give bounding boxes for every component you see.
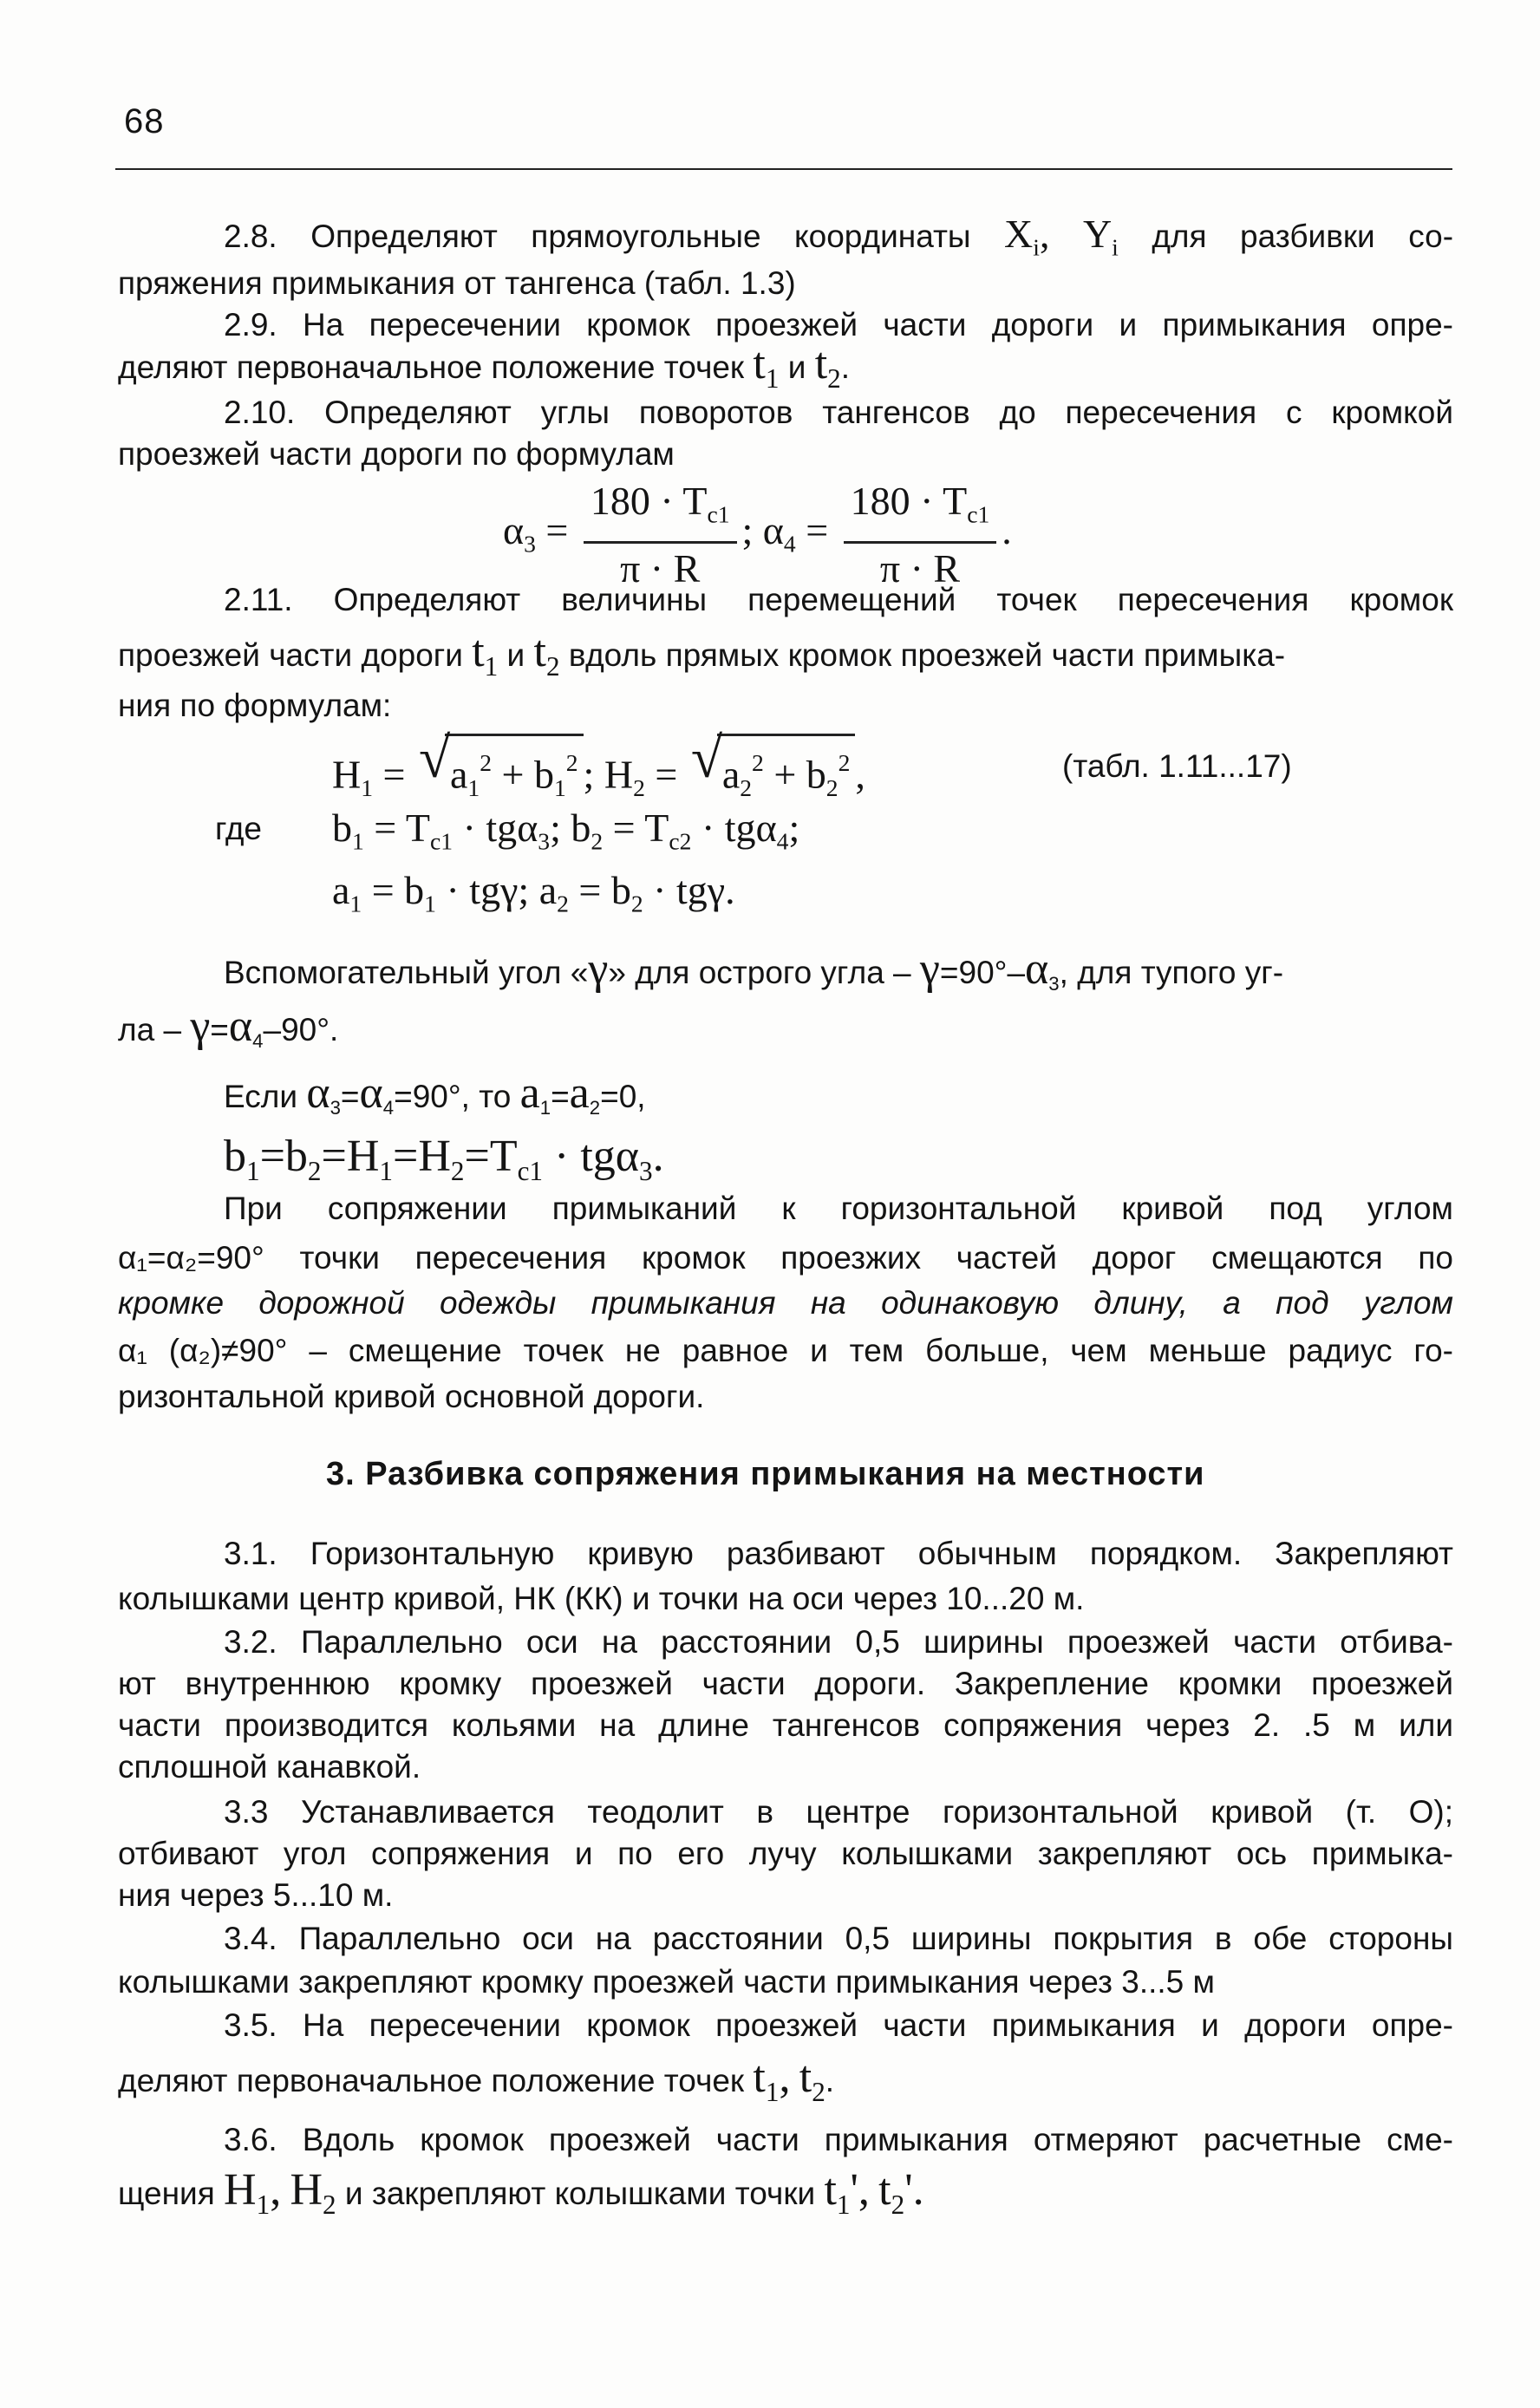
p31-line1: 3.1. Горизонтальную кривую разбивают обычным порядком. Закрепляют <box>224 1536 1453 1571</box>
p36-line2: щения $H_1$, $H_2$ и закрепляют колышками точки $t_1'$, $t_2'$. <box>118 2165 924 2220</box>
sqrt-h1: √ $a_1^2 + b_1^2$ <box>419 734 584 813</box>
p31-line2: колышками центр кривой, НК (КК) и точки на оси через 10...20 м. <box>118 1581 1085 1616</box>
alpha3-fraction: $\frac{180 \cdot T_{c1}}{\pi \cdot R}$ <box>584 475 737 594</box>
x-coordinate-symbol: $X_i$, <box>1004 212 1050 261</box>
p35-line2: деляют первоначальное положение точек $t_1$, $t_2$. <box>118 2052 835 2107</box>
p32-line3: части производится кольями на длине тангенсов сопряжения через 2. .5 м или <box>118 1707 1453 1743</box>
p32-line1: 3.2. Параллельно оси на расстоянии 0,5 ширины проезжей части отбива- <box>224 1624 1453 1660</box>
alpha-formula: $\alpha_3$ = $\frac{180 \cdot T_{c1}}{\pi \cdot R}$ ; $\alpha_4$ = $\frac{180 \cdot T_{c1}}{\pi \cdot R}$ . <box>503 475 1012 594</box>
where-label: где <box>215 811 263 846</box>
p34-line1: 3.4. Параллельно оси на расстоянии 0,5 ширины покрытия в обе стороны <box>224 1921 1453 1956</box>
p29-line1: 2.9. На пересечении кромок проезжей части дороги и примыкания опре- <box>224 307 1453 343</box>
p33-line2: отбивают угол сопряжения и по его лучу колышками закрепляют ось примыка- <box>118 1836 1453 1871</box>
header-rule <box>115 168 1452 170</box>
aux-line1: Вспомогательный угол «γ» для острого угла – $\gamma=90^\circ-\alpha_3$, для тупого уг- <box>224 944 1284 995</box>
junction-line1: При сопряжении примыканий к горизонтальной кривой под углом <box>224 1191 1453 1226</box>
p36-line1: 3.6. Вдоль кромок проезжей части примыкания отмеряют расчетные сме- <box>224 2122 1453 2157</box>
junction-line5: ризонтальной кривой основной дороги. <box>118 1379 705 1414</box>
h-formula: $H_1$ = √ $a_1^2 + b_1^2$ ; $H_2$ = √ $a_2^2 + b_2^2$ , <box>332 734 865 817</box>
section-3-heading: 3. Разбивка сопряжения примыкания на местности <box>326 1456 1205 1492</box>
sqrt-h2: √ $a_2^2 + b_2^2$ <box>691 734 856 813</box>
p211-line2: проезжей части дороги $t_1$ и $t_2$ вдоль прямых кромок проезжей части примыка- <box>118 627 1286 682</box>
p32-line2: ют внутреннюю кромку проезжей части дороги. Закрепление кромки проезжей <box>118 1666 1453 1701</box>
equality-line: $b_1=b_2=H_1=H_2=T_{c1} \cdot tg\alpha_3$. <box>224 1132 664 1186</box>
p35-line1: 3.5. На пересечении кромок проезжей части примыкания и дороги опре- <box>224 2007 1453 2043</box>
p28-line1 <box>224 213 1453 269</box>
a-formula: $a_1 = b_1 \cdot tg\gamma$; $a_2 = b_2 \cdot tg\gamma$. <box>332 868 735 917</box>
junction-line2: α₁=α₂=90° точки пересечения кромок проезжих частей дорог смещаются по <box>118 1240 1454 1276</box>
y-coordinate-symbol: $Y_i$ <box>1082 212 1119 261</box>
b-formula: $b_1 = T_{c1} \cdot tg\alpha_3$; $b_2 = T_{c2} \cdot tg\alpha_4$; <box>332 806 800 855</box>
p210-line2: проезжей части дороги по формулам <box>118 436 675 472</box>
aux-line2: ла – $\gamma=\alpha_4-90^\circ$. <box>118 1002 339 1052</box>
junction-line3: кромке дорожной одежды примыкания на одинаковую длину, а под углом <box>118 1285 1453 1321</box>
p28-text-post: для разбивки со- <box>1152 219 1454 254</box>
p29-line2: деляют первоначальное положение точек $t_1$ и $t_2$. <box>118 339 851 394</box>
p211-line3: ния по формулам: <box>118 688 392 723</box>
p211-line1: 2.11. Определяют величины перемещений точек пересечения кромок <box>224 582 1453 617</box>
page-number: 68 <box>124 102 165 140</box>
p28-line2: пряжения примыкания от тангенса (табл. 1.3) <box>118 265 796 301</box>
p210-line1: 2.10. Определяют углы поворотов тангенсов до пересечения с кромкой <box>224 395 1453 430</box>
p33-line1: 3.3 Устанавливается теодолит в центре горизонтальной кривой (т. О); <box>224 1794 1453 1830</box>
table-reference: (табл. 1.11...17) <box>1062 748 1292 784</box>
p33-line3: ния через 5...10 м. <box>118 1877 394 1913</box>
p34-line2: колышками закрепляют кромку проезжей части примыкания через 3...5 м <box>118 1964 1215 2000</box>
junction-line4: α₁ (α₂)≠90° – смещение точек не равное и тем больше, чем меньше радиус го- <box>118 1333 1454 1368</box>
if-line: Если $\alpha_3=\alpha_4=90^\circ$, то $a_1=a_2=0$, <box>224 1068 646 1119</box>
p28-text-pre: 2.8. Определяют прямоугольные координаты <box>224 219 971 254</box>
alpha4-fraction: $\frac{180 \cdot T_{c1}}{\pi \cdot R}$ <box>844 475 997 594</box>
p32-line4: сплошной канавкой. <box>118 1749 421 1785</box>
